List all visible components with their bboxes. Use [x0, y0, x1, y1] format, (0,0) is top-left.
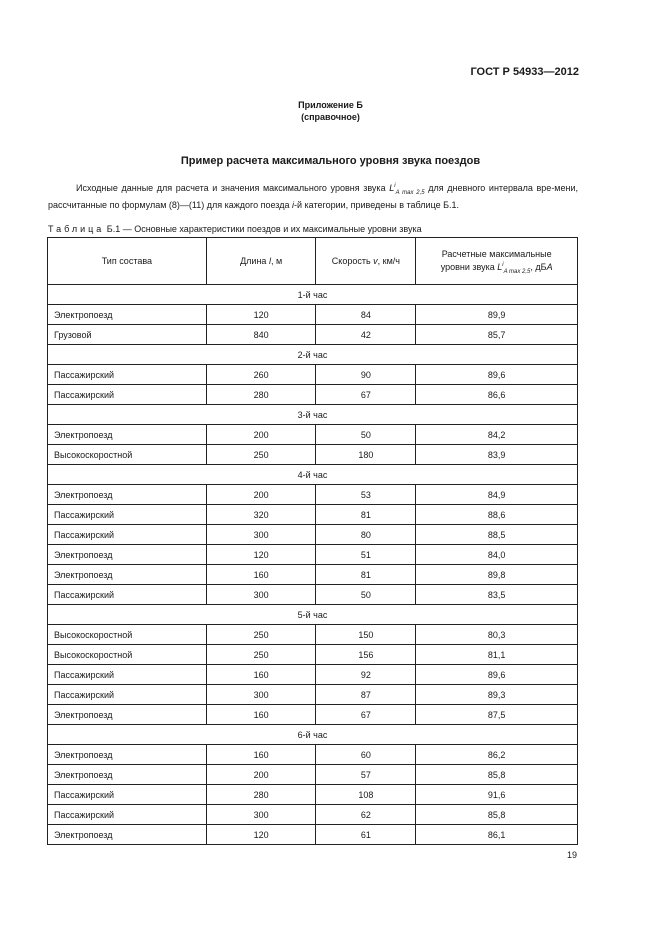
cell-level: 89,8: [416, 565, 578, 585]
cell-length: 840: [206, 325, 316, 345]
group-label: 6-й час: [48, 725, 578, 745]
cell-type: Электропоезд: [48, 705, 207, 725]
group-row: [48, 345, 578, 365]
cell-speed: 67: [316, 385, 416, 405]
cell-level: 83,5: [416, 585, 578, 605]
cell-speed: 62: [316, 805, 416, 825]
table-row: [48, 365, 578, 385]
cell-level: 84,2: [416, 425, 578, 445]
cell-type: Электропоезд: [48, 565, 207, 585]
table-row: [48, 485, 578, 505]
cell-type: Пассажирский: [48, 505, 207, 525]
cell-level: 81,1: [416, 645, 578, 665]
cell-length: 300: [206, 525, 316, 545]
table-row: [48, 745, 578, 765]
table-row: [48, 765, 578, 785]
table-row: [48, 785, 578, 805]
header-level-symbol: [497, 262, 531, 275]
cell-length: 160: [206, 745, 316, 765]
group-label: 2-й час: [48, 345, 578, 365]
group-row: [48, 405, 578, 425]
group-row: [48, 285, 578, 305]
cell-type: Пассажирский: [48, 365, 207, 385]
cell-length: 120: [206, 545, 316, 565]
cell-level: 88,6: [416, 505, 578, 525]
table-row: [48, 805, 578, 825]
cell-length: 160: [206, 565, 316, 585]
header-speed-text: Скорость: [331, 255, 374, 266]
cell-type: Электропоезд: [48, 745, 207, 765]
cell-speed: 87: [316, 685, 416, 705]
cell-speed: 80: [316, 525, 416, 545]
header-speed-var: v: [373, 255, 378, 266]
table-row: [48, 825, 578, 845]
table-row: [48, 625, 578, 645]
header-symbol-sup: i: [502, 262, 504, 268]
cell-type: Пассажирский: [48, 385, 207, 405]
cell-level: 80,3: [416, 625, 578, 645]
cell-length: 320: [206, 505, 316, 525]
header-speed-unit: , км/ч: [377, 255, 400, 266]
table-row: [48, 665, 578, 685]
appendix-title: [0, 99, 661, 123]
header-length-text: Длина: [240, 255, 269, 266]
cell-level: 89,3: [416, 685, 578, 705]
cell-length: 250: [206, 645, 316, 665]
appendix-label: Приложение Б: [298, 100, 363, 110]
header-type: Тип состава: [48, 238, 207, 285]
group-label: 3-й час: [48, 405, 578, 425]
table-row: [48, 525, 578, 545]
header-level-text: уровни звука: [440, 262, 498, 272]
cell-length: 200: [206, 425, 316, 445]
table-row: [48, 645, 578, 665]
cell-type: Электропоезд: [48, 425, 207, 445]
cell-length: 250: [206, 625, 316, 645]
cell-speed: 180: [316, 445, 416, 465]
cell-speed: 150: [316, 625, 416, 645]
intro-text-1: Исходные данные для расчета и значения максимального уровня звука: [76, 183, 390, 193]
cell-length: 160: [206, 665, 316, 685]
intro-paragraph: [48, 180, 578, 214]
cell-length: 280: [206, 385, 316, 405]
cell-level: 89,6: [416, 665, 578, 685]
cell-type: Пассажирский: [48, 805, 207, 825]
table-row: [48, 585, 578, 605]
cell-level: 89,9: [416, 305, 578, 325]
caption-prefix: Таблица: [48, 224, 105, 234]
header-length-unit: , м: [270, 255, 283, 266]
cell-speed: 92: [316, 665, 416, 685]
table-row: [48, 685, 578, 705]
caption-text: Б.1 — Основные характеристики поездов и их максимальные уровни звука: [104, 224, 422, 234]
cell-speed: 156: [316, 645, 416, 665]
cell-length: 300: [206, 805, 316, 825]
header-level: [416, 238, 578, 285]
cell-type: Электропоезд: [48, 545, 207, 565]
cell-length: 160: [206, 705, 316, 725]
table-row: [48, 565, 578, 585]
cell-level: 86,2: [416, 745, 578, 765]
cell-level: 84,9: [416, 485, 578, 505]
cell-type: Пассажирский: [48, 785, 207, 805]
intro-text-2: для дневного интервала вре-мени, рассчитанные по формулам (8)—(11) для каждого поезда: [48, 183, 579, 210]
cell-level: 83,9: [416, 445, 578, 465]
group-row: [48, 725, 578, 745]
intro-text-3: -й категории, приведены в таблице Б.1.: [294, 200, 460, 210]
group-row: [48, 605, 578, 625]
table-row: [48, 505, 578, 525]
cell-speed: 51: [316, 545, 416, 565]
table-row: [48, 445, 578, 465]
intro-italic-i: i: [292, 200, 294, 210]
table-row: [48, 305, 578, 325]
header-level-unit-italic: А: [546, 262, 553, 272]
cell-type: Пассажирский: [48, 665, 207, 685]
header-level-unit: , дБ: [530, 262, 547, 272]
cell-speed: 84: [316, 305, 416, 325]
cell-speed: 53: [316, 485, 416, 505]
group-label: 5-й час: [48, 605, 578, 625]
cell-length: 300: [206, 585, 316, 605]
cell-type: Высокоскоростной: [48, 645, 207, 665]
cell-speed: 60: [316, 745, 416, 765]
table-caption: [48, 224, 422, 234]
section-heading: Пример расчета максимального уровня звука поездов: [180, 155, 481, 167]
cell-level: 85,8: [416, 765, 578, 785]
cell-level: 86,1: [416, 825, 578, 845]
table-row: [48, 705, 578, 725]
cell-level: 85,8: [416, 805, 578, 825]
cell-speed: 108: [316, 785, 416, 805]
cell-length: 200: [206, 765, 316, 785]
cell-level: 84,0: [416, 545, 578, 565]
page-number: 19: [566, 850, 577, 860]
cell-length: 200: [206, 485, 316, 505]
trains-table: [47, 237, 578, 845]
table-row: [48, 425, 578, 445]
cell-level: 86,6: [416, 385, 578, 405]
cell-type: Пассажирский: [48, 685, 207, 705]
cell-type: Электропоезд: [48, 305, 207, 325]
table-header-row: [48, 238, 578, 285]
cell-level: 85,7: [416, 325, 578, 345]
cell-level: 89,6: [416, 365, 578, 385]
appendix-subtitle: (справочное): [301, 112, 360, 122]
cell-level: 88,5: [416, 525, 578, 545]
cell-speed: 57: [316, 765, 416, 785]
cell-type: Электропоезд: [48, 485, 207, 505]
cell-type: Пассажирский: [48, 525, 207, 545]
table-row: [48, 325, 578, 345]
cell-speed: 61: [316, 825, 416, 845]
header-length-var: l: [268, 255, 271, 266]
cell-length: 300: [206, 685, 316, 705]
cell-type: Пассажирский: [48, 585, 207, 605]
cell-type: Электропоезд: [48, 765, 207, 785]
cell-type: Высокоскоростной: [48, 625, 207, 645]
cell-type: Электропоезд: [48, 825, 207, 845]
table-row: [48, 385, 578, 405]
cell-length: 120: [206, 825, 316, 845]
cell-length: 260: [206, 365, 316, 385]
header-symbol-sub: A max 2,5: [503, 268, 531, 275]
document-code: ГОСТ Р 54933—2012: [470, 66, 579, 78]
table-row: [48, 545, 578, 565]
cell-speed: 81: [316, 505, 416, 525]
cell-speed: 42: [316, 325, 416, 345]
group-row: [48, 465, 578, 485]
cell-type: Высокоскоростной: [48, 445, 207, 465]
sound-level-symbol: [389, 183, 425, 196]
cell-length: 120: [206, 305, 316, 325]
cell-type: Грузовой: [48, 325, 207, 345]
cell-length: 250: [206, 445, 316, 465]
symbol-main: L: [389, 183, 395, 193]
header-speed: [316, 238, 416, 285]
cell-length: 280: [206, 785, 316, 805]
symbol-sub: A max 2,5: [395, 189, 425, 196]
cell-speed: 81: [316, 565, 416, 585]
cell-level: 91,6: [416, 785, 578, 805]
symbol-sup: i: [394, 183, 396, 189]
group-label: 4-й час: [48, 465, 578, 485]
cell-speed: 90: [316, 365, 416, 385]
cell-speed: 50: [316, 425, 416, 445]
cell-level: 87,5: [416, 705, 578, 725]
header-symbol-main: L: [497, 262, 503, 272]
header-level-line1: Расчетные максимальные: [441, 249, 552, 259]
cell-speed: 50: [316, 585, 416, 605]
header-length: [206, 238, 316, 285]
cell-speed: 67: [316, 705, 416, 725]
group-label: 1-й час: [48, 285, 578, 305]
